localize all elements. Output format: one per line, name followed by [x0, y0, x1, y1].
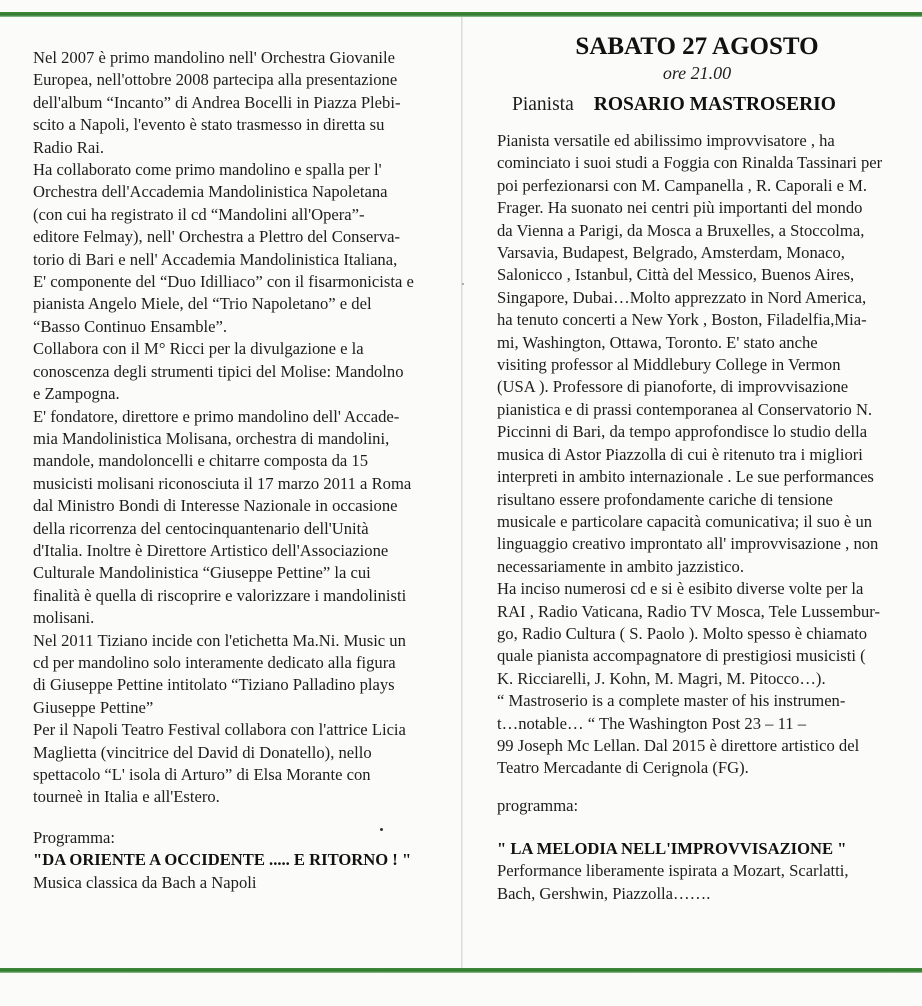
text-line: quale pianista accompagnatore di prestigiosi musicisti ( [497, 646, 866, 666]
text-line: E' componente del “Duo Idilliaco” con il fisarmonicista e [33, 272, 414, 292]
text-line: mandole, mandoloncelli e chitarre composta da 15 [33, 451, 368, 471]
left-bio [33, 47, 445, 809]
text-line: (USA ). Professore di pianoforte, di improvvisazione [497, 377, 849, 397]
text-line: Per il Napoli Teatro Festival collabora con l'attrice Licia [33, 720, 406, 740]
performer-heading [512, 92, 836, 118]
text-line: conoscenza degli strumenti tipici del Molise: Mandolno [33, 361, 404, 381]
text-line: interpreti in ambito internazionale . Le sue performances [497, 467, 874, 487]
text-line: Salonicco , Istanbul, Città del Messico, Buenos Aires, [497, 265, 855, 285]
text-line: mia Mandolinistica Molisana, orchestra di mandolini, [33, 428, 390, 448]
text-line: poi perfezionarsi con M. Campanella , R. Caporali e M. [497, 175, 868, 195]
text-line: Singapore, Dubai…Molto apprezzato in Nord America, [497, 287, 867, 307]
text-line: Giuseppe Pettine” [33, 697, 154, 717]
text-line: Collabora con il M° Ricci per la divulgazione e la [33, 339, 364, 359]
text-line: Nel 2011 Tiziano incide con l'etichetta Ma.Ni. Music un [33, 630, 406, 650]
text-line: Ha collaborato come primo mandolino e spalla per l' [33, 160, 382, 180]
text-line: risultano essere profondamente cariche di tensione [497, 489, 833, 509]
bottom-green-rule [0, 968, 922, 973]
performer-role: Pianista [512, 94, 574, 115]
text-line: visiting professor al Middlebury College in Vermon [497, 355, 841, 375]
text-line: t…notable… “ The Washington Post 23 – 11 – [497, 713, 807, 733]
text-line: musicale e particolare capacità comunicativa; il suo è un [497, 511, 873, 531]
text-line: torio di Bari e nell' Accademia Mandolinistica Italiana, [33, 249, 398, 269]
text-line: Varsavia, Budapest, Belgrado, Amsterdam, Monaco, [497, 243, 845, 263]
text-line: Teatro Mercadante di Cerignola (FG). [497, 758, 749, 778]
text-line: musicisti molisani riconosciuta il 17 marzo 2011 a Roma [33, 473, 412, 493]
text-line: linguaggio creativo improntato all' improvvisazione , non [497, 534, 879, 554]
text-line: pianista Angelo Miele, del “Trio Napoletano” e del [33, 294, 372, 314]
text-line: Maglietta (vincitrice del David di Donatello), nello [33, 742, 372, 762]
text-line: spettacolo “L' isola di Arturo” di Elsa Morante con [33, 765, 371, 784]
speck [462, 283, 464, 285]
center-fold [461, 17, 463, 968]
text-line: RAI , Radio Vaticana, Radio TV Mosca, Tele Lussembur- [497, 601, 881, 621]
text-line: Radio Rai. [33, 137, 104, 157]
text-line: scito a Napoli, l'evento è stato trasmesso in diretta su [33, 115, 385, 135]
text-line: dell'album “Incanto” di Andrea Bocelli in Piazza Plebi- [33, 92, 401, 112]
text-line: Orchestra dell'Accademia Mandolinistica Napoletana [33, 182, 388, 202]
text-line: Pianista versatile ed abilissimo improvvisatore , ha [497, 131, 835, 150]
right-program-title: " LA MELODIA NELL'IMPROVVISAZIONE " [497, 839, 847, 858]
text-line: di Giuseppe Pettine intitolato “Tiziano Palladino plays [33, 675, 395, 695]
text-line: Frager. Ha suonato nei centri più importanti del mondo [497, 198, 863, 218]
text-line: go, Radio Cultura ( S. Paolo ). Molto spesso è chiamato [497, 623, 868, 643]
text-line: necessariamente in ambito jazzistico. [497, 556, 744, 576]
text-line: della ricorrenza del centocinquantenario dell'Unità [33, 518, 369, 538]
text-line: Ha inciso numerosi cd e si è esibito diverse volte per la [497, 579, 864, 599]
text-line: finalità è quella di riscoprire e valorizzare i mandolinisti [33, 585, 407, 605]
right-program [497, 838, 907, 905]
text-line: Nel 2007 è primo mandolino nell' Orchestra Giovanile [33, 48, 395, 67]
text-line: “ Mastroserio is a complete master of his instrumen- [497, 691, 846, 711]
text-line: editore Felmay), nell' Orchestra a Plettro del Conserva- [33, 227, 401, 247]
left-program-label: Programma: [33, 828, 116, 847]
performer-name: ROSARIO MASTROSERIO [593, 94, 836, 115]
right-bio [497, 130, 907, 780]
text-line: pianistica e di prassi contemporanea al Conservatorio N. [497, 399, 873, 419]
text-line: Culturale Mandolinistica “Giuseppe Pettine” la cui [33, 563, 371, 583]
text-line: ha tenuto concerti a New York , Boston, Filadelfia,Mia- [497, 310, 867, 330]
right-program-label: programma: [497, 796, 579, 815]
text-line: K. Ricciarelli, J. Kohn, M. Magri, M. Pitocco…). [497, 668, 826, 688]
text-line: mi, Washington, Ottawa, Toronto. E' stato anche [497, 332, 818, 352]
text-line: cd per mandolino solo interamente dedicato alla figura [33, 652, 396, 672]
text-line: (con cui ha registrato il cd “Mandolini all'Opera”- [33, 204, 365, 224]
text-line: e Zampogna. [33, 384, 120, 404]
text-line: “Basso Continuo Ensamble”. [33, 316, 228, 336]
right-program-desc-line: Bach, Gershwin, Piazzolla……. [497, 883, 711, 903]
text-line: cominciato i suoi studi a Foggia con Rinalda Tassinari per [497, 153, 883, 173]
right-program-desc-line: Performance liberamente ispirata a Mozart, Scarlatti, [497, 861, 849, 881]
text-line: Europea, nell'ottobre 2008 partecipa alla presentazione [33, 70, 398, 90]
speck [380, 828, 383, 831]
left-program [33, 827, 445, 894]
left-program-desc: Musica classica da Bach a Napoli [33, 872, 257, 892]
text-line: dal Ministro Bondi di Interesse Nazionale in occasione [33, 496, 398, 516]
event-time: ore 21.00 [662, 63, 732, 83]
text-line: Piccinni di Bari, da tempo approfondisce lo studio della [497, 422, 868, 442]
event-date: SABATO 27 AGOSTO [575, 33, 819, 60]
text-line: da Vienna a Parigi, da Mosca a Bruxelles, a Stoccolma, [497, 220, 865, 240]
right-program-label-block [497, 795, 907, 817]
text-line: d'Italia. Inoltre è Direttore Artistico dell'Associazione [33, 540, 389, 560]
left-program-title: "DA ORIENTE A OCCIDENTE ..... E RITORNO ! " [33, 850, 412, 870]
text-line: molisani. [33, 608, 95, 628]
text-line: E' fondatore, direttore e primo mandolino dell' Accade- [33, 406, 400, 426]
text-line: tourneè in Italia e all'Estero. [33, 787, 220, 807]
text-line: musica di Astor Piazzolla di cui è ritenuto tra i migliori [497, 444, 863, 464]
text-line: 99 Joseph Mc Lellan. Dal 2015 è direttore artistico del [497, 735, 860, 755]
